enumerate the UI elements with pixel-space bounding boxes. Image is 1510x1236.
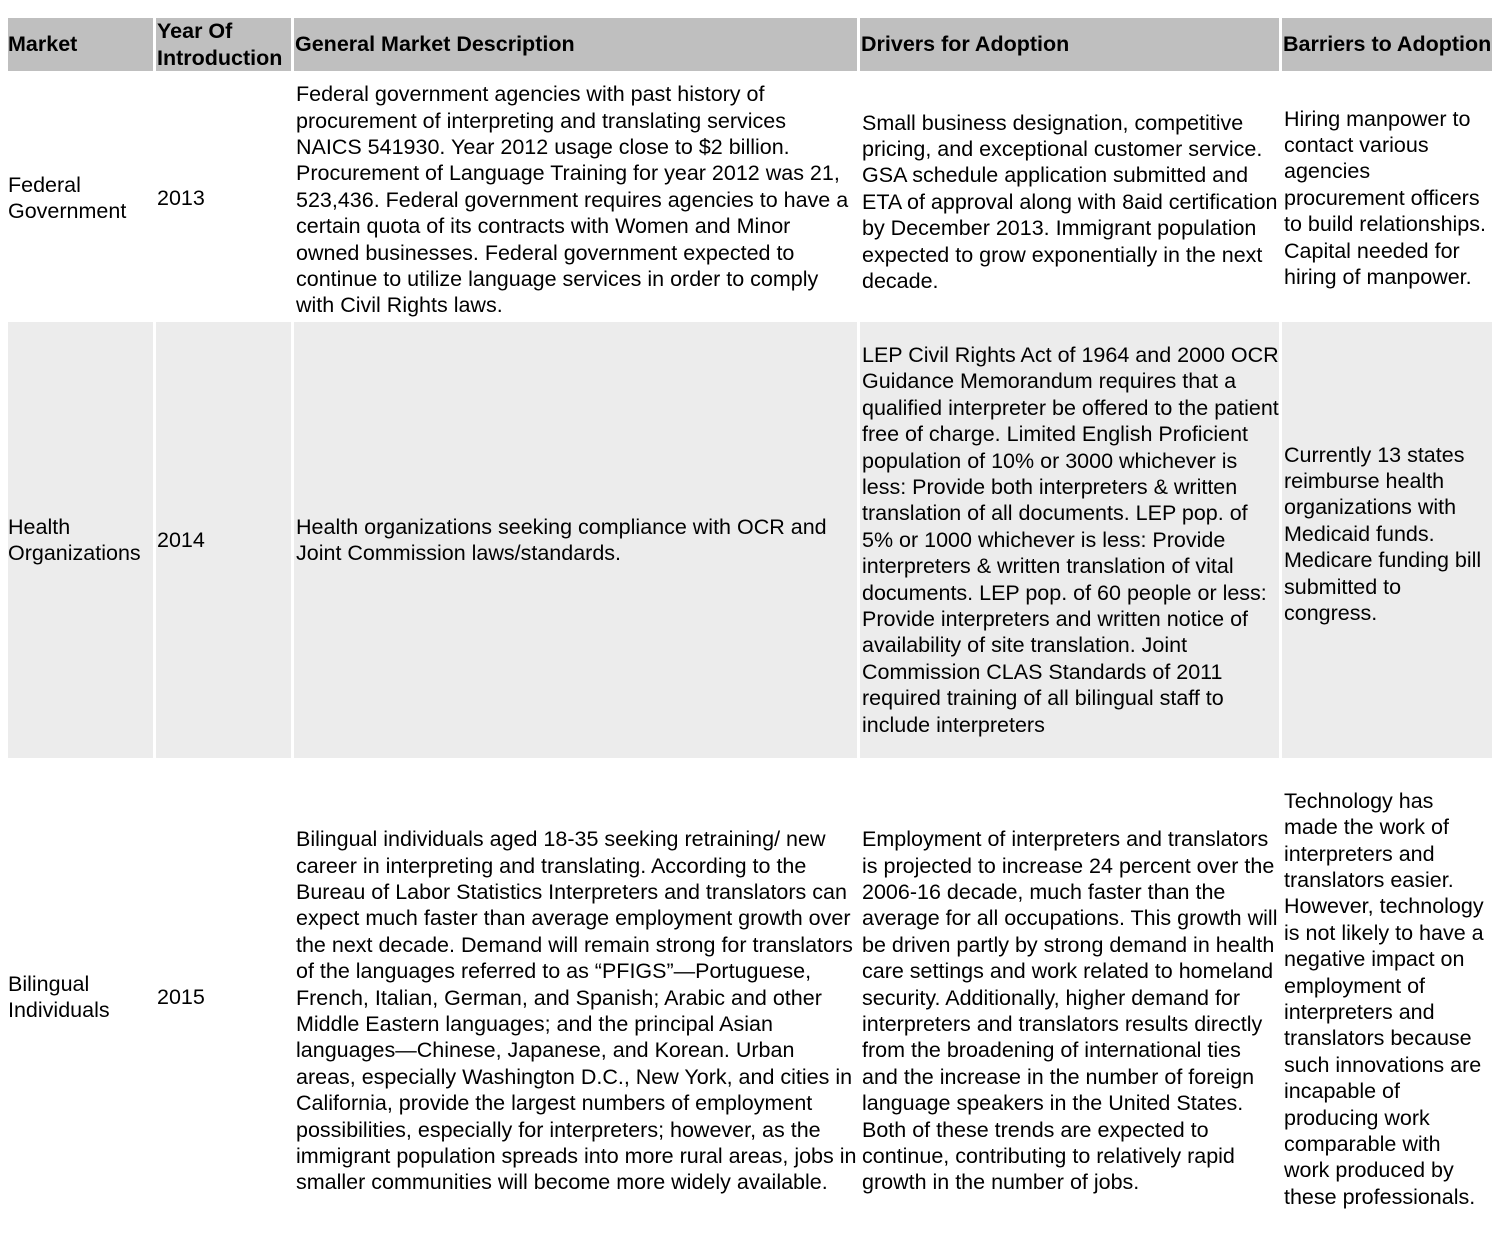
header-barriers-to-adoption: Barriers to Adoption [1279, 18, 1492, 74]
table-row [8, 322, 1492, 758]
market-cell: Health Organizations [8, 322, 153, 758]
description-cell: Bilingual individuals aged 18-35 seeking retraining/ new career in interpreting and translating. According to the Bureau of Labor Statistics Interpreters and translators can expect much faster than average employment growth over the next decade. Demand will remain strong for translators of the languages referred to as “PFIGS”—Portuguese, French, Italian, German, and Spanish; Arabic and other Middle Eastern languages; and the principal Asian languages—Chinese, Japanese, and Korean. Urban areas, especially Washington D.C., New York, and cities in California, provide the largest numbers of employment possibilities, especially for interpreters; however, as the immigrant population spreads into more rural areas, jobs in smaller communities will become more widely available. [291, 758, 857, 1236]
barriers-cell: Technology has made the work of interpreters and translators easier. However, technology is not likely to have a negative impact on employment of interpreters and translators because such innovations are incapable of producing work comparable with work produced by these professionals. [1279, 758, 1492, 1236]
table-row [8, 758, 1492, 1236]
barriers-cell: Hiring manpower to contact various agencies procurement officers to build relationships. Capital needed for hiring of manpower. [1279, 74, 1492, 322]
drivers-cell: Employment of interpreters and translators is projected to increase 24 percent over the 2006-16 decade, much faster than the average for all occupations. This growth will be driven partly by strong demand in health care settings and work related to homeland security. Additionally, higher demand for interpreters and translators results directly from the broadening of international ties and the increase in the number of foreign language speakers in the United States. Both of these trends are expected to continue, contributing to relatively rapid growth in the number of jobs. [857, 758, 1279, 1236]
drivers-cell: Small business designation, competitive pricing, and exceptional customer service. GSA schedule application submitted and ETA of approval along with 8aid certification by December 2013. Immigrant population expected to grow exponentially in the next decade. [857, 74, 1279, 322]
year-cell: 2014 [153, 322, 291, 758]
table-header-row [8, 18, 1492, 74]
year-cell: 2013 [153, 74, 291, 322]
header-market: Market [8, 18, 153, 74]
table-row [8, 74, 1492, 322]
header-year-of-introduction: Year Of Introduction [153, 18, 291, 74]
header-drivers-for-adoption: Drivers for Adoption [857, 18, 1279, 74]
barriers-cell: Currently 13 states reimburse health organizations with Medicaid funds. Medicare funding bill submitted to congress. [1279, 322, 1492, 758]
drivers-cell: LEP Civil Rights Act of 1964 and 2000 OCR Guidance Memorandum requires that a qualified interpreter be offered to the patient free of charge. Limited English Proficient population of 10% or 3000 whichever is less: Provide both interpreters & written translation of all documents. LEP pop. of 5% or 1000 whichever is less: Provide interpreters & written translation of vital documents. LEP pop. of 60 people or less: Provide interpreters and written notice of availability of site translation. Joint Commission CLAS Standards of 2011 required training of all bilingual staff to include interpreters [857, 322, 1279, 758]
market-table [8, 18, 1492, 1236]
description-cell: Health organizations seeking compliance with OCR and Joint Commission laws/standards. [291, 322, 857, 758]
year-cell: 2015 [153, 758, 291, 1236]
description-cell: Federal government agencies with past history of procurement of interpreting and translating services NAICS 541930. Year 2012 usage close to $2 billion. Procurement of Language Training for year 2012 was 21, 523,436. Federal government requires agencies to have a certain quota of its contracts with Women and Minor owned businesses. Federal government expected to continue to utilize language services in order to comply with Civil Rights laws. [291, 74, 857, 322]
header-general-market-description: General Market Description [291, 18, 857, 74]
market-cell: Bilingual Individuals [8, 758, 153, 1236]
market-cell: Federal Government [8, 74, 153, 322]
